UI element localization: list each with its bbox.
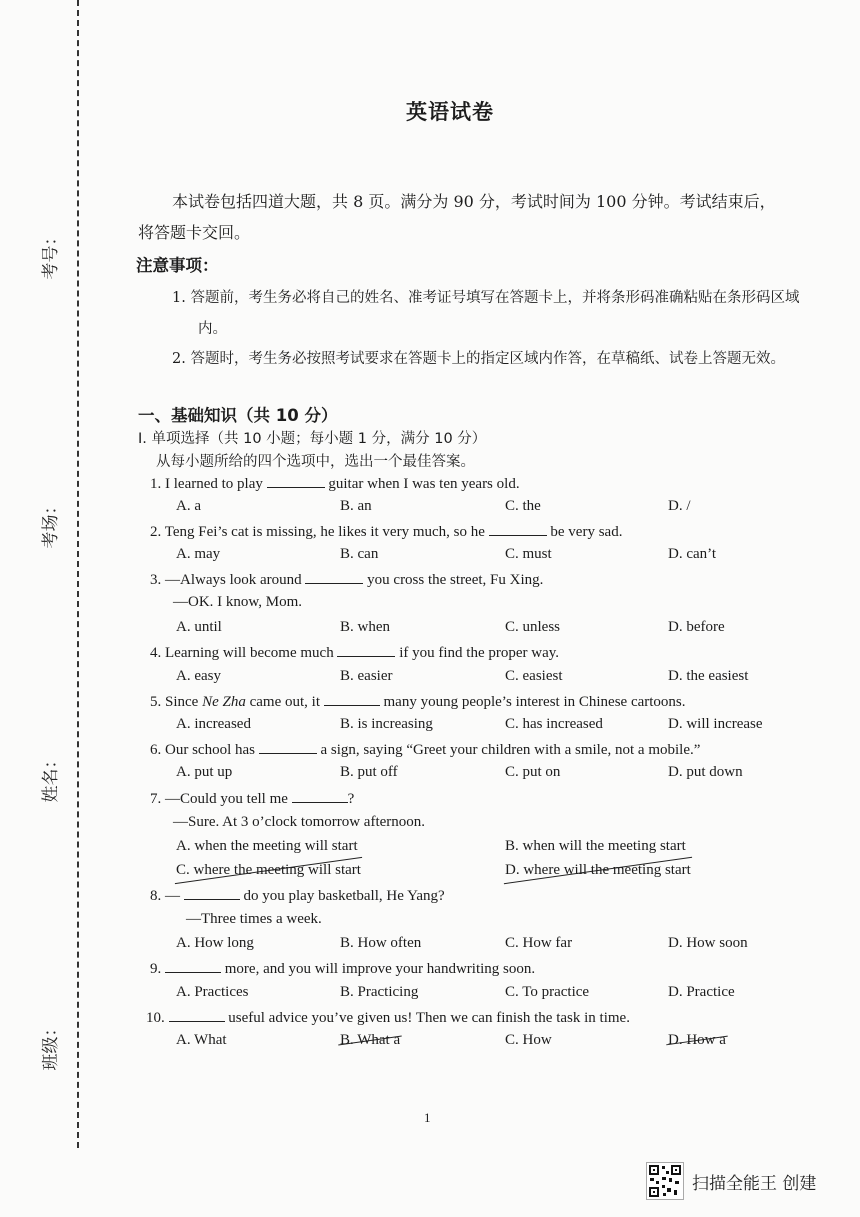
option-b: B. when will the meeting start bbox=[505, 838, 686, 854]
binding-dashed-line bbox=[77, 0, 79, 1148]
option-a: A. increased bbox=[176, 716, 251, 732]
exam-room-label: 考场： bbox=[40, 497, 61, 549]
intro-paragraph: 本试卷包括四道大题，共 8 页。满分为 90 分，考试时间为 100 分钟。考试结束后，将答题卡交回。 bbox=[138, 192, 776, 242]
option-b: B. can bbox=[340, 546, 379, 562]
option-a: A. may bbox=[176, 546, 221, 562]
question-4: 4. Learning will become much if you find the proper way. bbox=[150, 645, 560, 661]
option-d: D. put down bbox=[668, 764, 743, 780]
question-3-reply: —OK. I know, Mom. bbox=[173, 594, 303, 610]
option-c: C. unless bbox=[505, 619, 561, 635]
option-b: B. Practicing bbox=[340, 984, 419, 1000]
scanner-text: 扫描全能王 创建 bbox=[692, 1173, 817, 1194]
option-c: C. has increased bbox=[505, 716, 603, 732]
part-title: I. 单项选择（共 10 小题；每小题 1 分，满分 10 分） bbox=[138, 431, 487, 447]
option-a: A. Practices bbox=[176, 984, 249, 1000]
answer-blank bbox=[169, 1008, 225, 1022]
question-2: 2. Teng Fei’s cat is missing, he likes it very much, so he be very sad. bbox=[150, 524, 623, 540]
option-d bbox=[505, 862, 691, 879]
option-d: D. How soon bbox=[668, 935, 748, 951]
option-d bbox=[668, 1032, 726, 1049]
crossed-out-letter: D. How a bbox=[668, 1032, 726, 1048]
scanner-watermark bbox=[646, 1162, 816, 1200]
option-c: C. the bbox=[505, 498, 541, 514]
notice-title: 注意事项： bbox=[136, 256, 219, 275]
question-3: 3. —Always look around you cross the street, Fu Xing. bbox=[150, 572, 544, 588]
option-a: A. a bbox=[176, 498, 201, 514]
answer-blank bbox=[292, 789, 348, 803]
exam-number-label: 考号： bbox=[40, 228, 61, 280]
option-d: D. / bbox=[668, 498, 691, 514]
question-5: 5. Since Ne Zha came out, it many young people’s interest in Chinese cartoons. bbox=[150, 694, 686, 710]
option-a: A. easy bbox=[176, 668, 221, 684]
option-d: D. will increase bbox=[668, 716, 763, 732]
answer-blank bbox=[184, 886, 240, 900]
question-10: 10. useful advice you’ve given us! Then we can finish the task in time. bbox=[146, 1010, 630, 1026]
question-8: 8. — do you play basketball, He Yang? bbox=[150, 888, 445, 904]
question-7-reply: —Sure. At 3 o’clock tomorrow afternoon. bbox=[173, 814, 426, 830]
option-b: B. is increasing bbox=[340, 716, 433, 732]
name-label: 姓名： bbox=[40, 751, 61, 803]
crossed-out-letter: C. where the meeting will start bbox=[176, 862, 361, 878]
page-title: 英语试卷 bbox=[406, 100, 494, 124]
class-label: 班级： bbox=[40, 1019, 61, 1071]
answer-blank bbox=[324, 692, 380, 706]
option-b: B. How often bbox=[340, 935, 422, 951]
answer-blank bbox=[489, 522, 547, 536]
answer-blank bbox=[165, 959, 221, 973]
page-number: 1 bbox=[424, 1110, 431, 1125]
part-instruction: 从每小题所给的四个选项中，选出一个最佳答案。 bbox=[156, 454, 475, 470]
question-8-reply: —Three times a week. bbox=[186, 911, 322, 927]
option-c: C. To practice bbox=[505, 984, 590, 1000]
option-a: A. when the meeting will start bbox=[176, 838, 358, 854]
option-d: D. the easiest bbox=[668, 668, 749, 684]
crossed-out-letter: B. What a bbox=[340, 1032, 401, 1048]
option-d: D. can’t bbox=[668, 546, 717, 562]
question-7: 7. —Could you tell me ? bbox=[150, 791, 355, 807]
answer-blank bbox=[337, 643, 395, 657]
option-c bbox=[176, 862, 361, 879]
option-a: A. How long bbox=[176, 935, 254, 951]
option-c: C. How bbox=[505, 1032, 552, 1048]
notice-item: 1. 答题前，考生务必将自己的姓名、准考证号填写在答题卡上，并将条形码准确粘贴在条形码区域内。 bbox=[172, 290, 800, 337]
question-9: 9. more, and you will improve your handwriting soon. bbox=[150, 961, 536, 977]
option-c: C. How far bbox=[505, 935, 573, 951]
option-a: A. until bbox=[176, 619, 222, 635]
answer-blank bbox=[305, 570, 363, 584]
option-b: B. put off bbox=[340, 764, 398, 780]
option-c: C. must bbox=[505, 546, 552, 562]
option-b bbox=[340, 1032, 400, 1049]
option-b: B. when bbox=[340, 619, 390, 635]
question-6: 6. Our school has a sign, saying “Greet your children with a smile, not a mobile.” bbox=[150, 742, 701, 758]
question-1: 1. I learned to play guitar when I was ten years old. bbox=[150, 476, 520, 492]
crossed-out-letter: D. where will the meeting start bbox=[505, 862, 691, 878]
section-title: 一、基础知识（共 10 分） bbox=[138, 406, 338, 425]
option-a: A. put up bbox=[176, 764, 233, 780]
notice-item: 2. 答题时，考生务必按照考试要求在答题卡上的指定区域内作答，在草稿纸、试卷上答题无效。 bbox=[172, 351, 785, 367]
option-b: B. easier bbox=[340, 668, 393, 684]
qr-code-icon bbox=[646, 1162, 684, 1200]
option-d: D. Practice bbox=[668, 984, 735, 1000]
option-a: A. What bbox=[176, 1032, 227, 1048]
option-d: D. before bbox=[668, 619, 725, 635]
option-c: C. easiest bbox=[505, 668, 563, 684]
option-b: B. an bbox=[340, 498, 372, 514]
option-c: C. put on bbox=[505, 764, 561, 780]
answer-blank bbox=[259, 740, 317, 754]
answer-blank bbox=[267, 474, 325, 488]
